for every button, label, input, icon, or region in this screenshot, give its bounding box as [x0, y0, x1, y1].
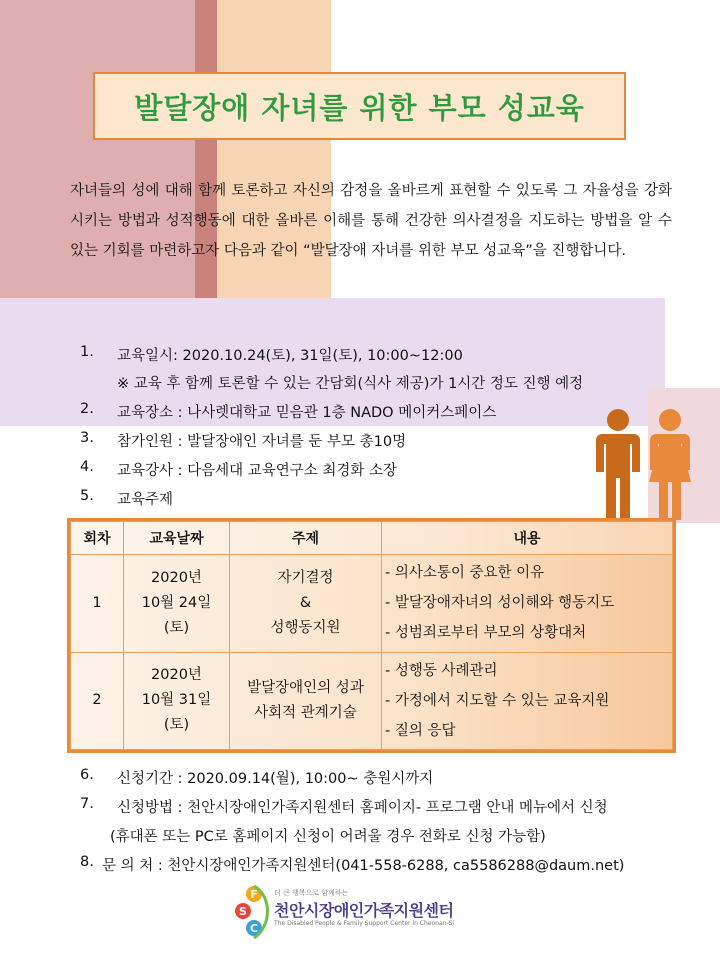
session-date: 2020년 10월 24일 (토): [124, 555, 230, 653]
logo-letter: F: [250, 888, 258, 901]
center-logo: [232, 884, 492, 940]
header-cell: 주제: [230, 522, 382, 555]
background-stripe: [195, 0, 217, 330]
table-row: [71, 555, 673, 653]
intro-paragraph: 자녀들의 성에 대해 함께 토론하고 자신의 감정을 올바르게 표현할 수 있도록 그 자율성을 강화시키는 방법과 성적행동에 대한 올바른 이해를 통해 건강한 의사결정을 지도하는 방법을 알 수 있는 기회를 마련하고자 다음과 같이 “발달장애 자녀를 위한 부모 성교육”을 진행합니다.: [70, 183, 672, 259]
table-header-row: [71, 522, 673, 555]
schedule-table: [67, 518, 676, 753]
session-number: 2: [71, 652, 124, 750]
header-cell: 내용: [382, 522, 673, 555]
logo-english: The Disabled People & Family Support Center in Cheonan-Si: [274, 920, 455, 927]
session-topic: 자기결정 & 성행동지원: [230, 555, 382, 653]
logo-tagline: 더 큰 행복으로 함께하는: [274, 889, 349, 897]
people-icon: [588, 408, 700, 520]
logo-letter: C: [249, 922, 259, 935]
header-cell: 교육날짜: [124, 522, 230, 555]
session-date: 2020년 10월 31일 (토): [124, 652, 230, 750]
background-rose-block: [0, 0, 220, 330]
title-box: [93, 72, 626, 140]
logo-name: 천안시장애인가족지원센터: [274, 901, 454, 920]
session-number: 1: [71, 555, 124, 653]
header-cell: 회차: [71, 522, 124, 555]
session-content: - 성행동 사례관리 - 가정에서 지도할 수 있는 교육지원 - 질의 응답: [382, 652, 673, 750]
page-title: 발달장애 자녀를 위한 부모 성교육: [134, 90, 585, 125]
session-content: - 의사소통이 중요한 이유 - 발달장애자녀의 성이해와 행동지도 - 성범죄로부터 부모의 상황대처: [382, 555, 673, 653]
logo-letter: S: [239, 905, 247, 918]
table-row: [71, 652, 673, 750]
session-topic: 발달장애인의 성과 사회적 관계기술: [230, 652, 382, 750]
